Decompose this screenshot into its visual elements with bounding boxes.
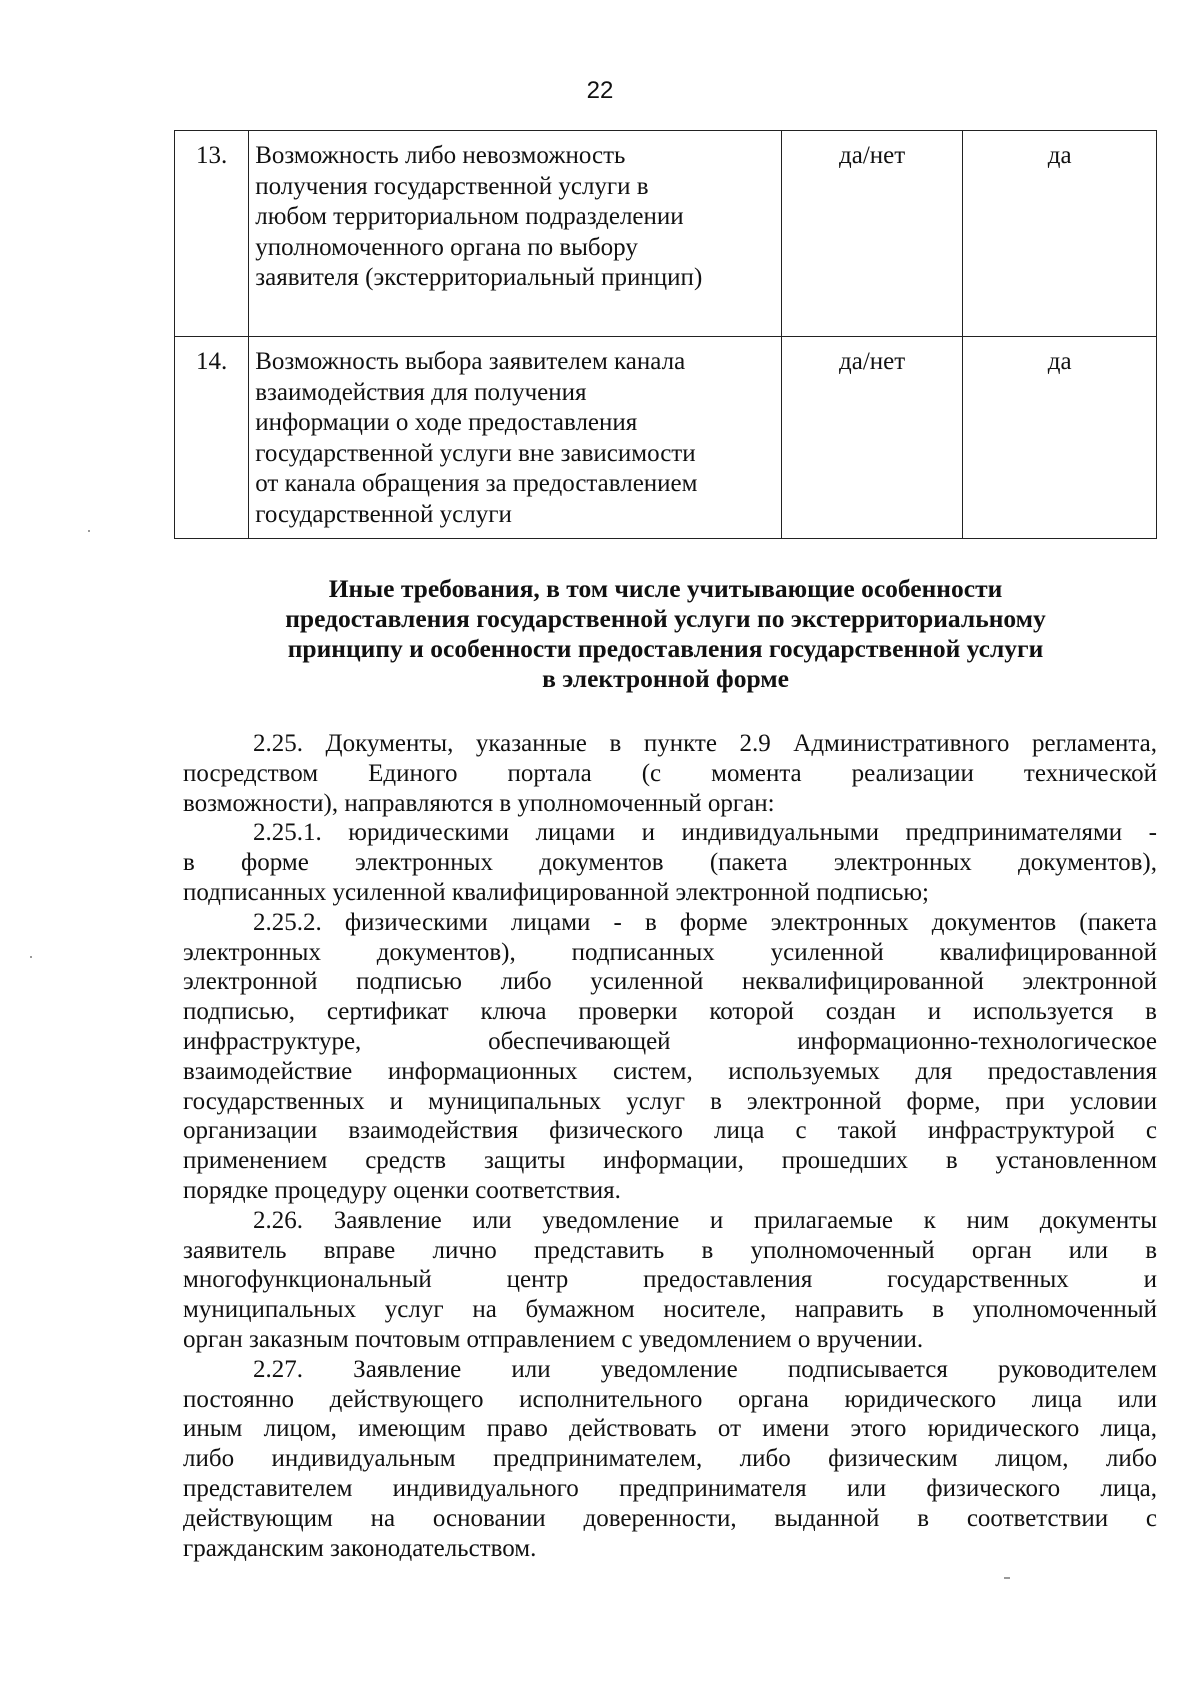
heading-line: Иные требования, в том числе учитывающие особенности xyxy=(328,574,1003,603)
paragraph-line: 2.25.2. физическими лицами - в форме электронных документов (пакета xyxy=(253,908,1157,936)
description-line: информации о ходе предоставления xyxy=(255,409,638,436)
paragraph-line: государственных и муниципальных услуг в электронной форме, при условии xyxy=(183,1087,1157,1115)
paragraph-line: возможности), направляются в уполномоченный орган: xyxy=(183,789,775,817)
paragraph-line: 2.27. Заявление или уведомление подписывается руководителем xyxy=(253,1355,1157,1383)
paragraph-line: действующим на основании доверенности, выданной в соответствии с xyxy=(183,1504,1157,1532)
description-line: государственной услуги xyxy=(255,500,512,528)
table-row xyxy=(175,337,1157,539)
paragraph-line: подписанных усиленной квалифицированной электронной подписью; xyxy=(183,878,929,906)
paragraph-line: в форме электронных документов (пакета электронных документов), xyxy=(183,849,1157,877)
description-line: любом территориальном подразделении xyxy=(255,203,684,230)
scan-speck xyxy=(1004,1577,1010,1579)
description-line: от канала обращения за предоставлением xyxy=(255,470,698,497)
paragraph-line: взаимодействие информационных систем, используемых для предоставления xyxy=(183,1057,1157,1085)
section-heading xyxy=(174,574,1157,694)
paragraph-line: постоянно действующего исполнительного органа юридического лица или xyxy=(183,1385,1157,1413)
description-line: уполномоченного органа по выбору xyxy=(255,233,638,261)
heading-line: в электронной форме xyxy=(542,664,789,693)
row-number: 14. xyxy=(175,337,249,539)
scan-speck xyxy=(88,530,90,532)
description-line: Возможность выбора заявителем канала xyxy=(255,348,686,375)
row-unit: да/нет xyxy=(781,337,963,539)
paragraph-line: электронной подписью либо усиленной неквалифицированной электронной xyxy=(183,968,1157,996)
paragraph-line: организации взаимодействия физического лица с такой инфраструктурой с xyxy=(183,1117,1157,1145)
paragraph-line: электронных документов), подписанных усиленной квалифицированной xyxy=(183,938,1157,966)
paragraph-line: орган заказным почтовым отправлением с уведомлением о вручении. xyxy=(183,1325,924,1353)
paragraph-line: 2.26. Заявление или уведомление и прилагаемые к ним документы xyxy=(253,1206,1157,1234)
paragraph-line: либо индивидуальным предпринимателем, либо физическим лицом, либо xyxy=(183,1445,1157,1473)
criteria-table xyxy=(174,130,1157,539)
description-line: взаимодействия для получения xyxy=(255,378,587,406)
row-description xyxy=(249,131,782,337)
paragraph-line: подписью, сертификат ключа проверки которой создан и используется в xyxy=(183,998,1157,1026)
heading-line: принципу и особенности предоставления государственной услуги xyxy=(287,634,1044,663)
paragraph-line: применением средств защиты информации, прошедших в установленном xyxy=(183,1147,1157,1175)
paragraph-line: муниципальных услуг на бумажном носителе, направить в уполномоченный xyxy=(183,1296,1157,1324)
row-value: да xyxy=(963,131,1157,337)
paragraph-line: заявитель вправе лично представить в уполномоченный орган или в xyxy=(183,1236,1157,1264)
paragraph-line: 2.25. Документы, указанные в пункте 2.9 Административного регламента, xyxy=(253,730,1157,757)
description-line: государственной услуги вне зависимости xyxy=(255,439,696,467)
table-row xyxy=(175,131,1157,337)
row-unit: да/нет xyxy=(781,131,963,337)
body-text xyxy=(183,729,1157,1563)
page-number: 22 xyxy=(586,77,614,104)
row-description xyxy=(249,337,782,539)
paragraph-line: гражданским законодательством. xyxy=(183,1534,537,1562)
row-value: да xyxy=(963,337,1157,539)
paragraph-line: 2.25.1. юридическими лицами и индивидуальными предпринимателями - xyxy=(253,819,1157,847)
paragraph-line: многофункциональный центр предоставления государственных и xyxy=(183,1266,1157,1294)
scan-speck xyxy=(30,956,32,958)
description-line: Возможность либо невозможность xyxy=(255,142,626,169)
heading-line: предоставления государственной услуги по экстерриториальному xyxy=(285,604,1046,633)
paragraph-line: порядке процедуру оценки соответствия. xyxy=(183,1176,621,1204)
row-number: 13. xyxy=(175,131,249,337)
paragraph-line: инфраструктуре, обеспечивающей информационно-технологическое xyxy=(183,1027,1157,1055)
paragraph-line: иным лицом, имеющим право действовать от имени этого юридического лица, xyxy=(183,1415,1157,1443)
description-line: заявителя (экстерриториальный принцип) xyxy=(255,264,703,291)
description-line: получения государственной услуги в xyxy=(255,172,649,200)
paragraph-line: представителем индивидуального предпринимателя или физического лица, xyxy=(183,1474,1157,1502)
paragraph-line: посредством Единого портала (с момента реализации технической xyxy=(183,759,1157,787)
